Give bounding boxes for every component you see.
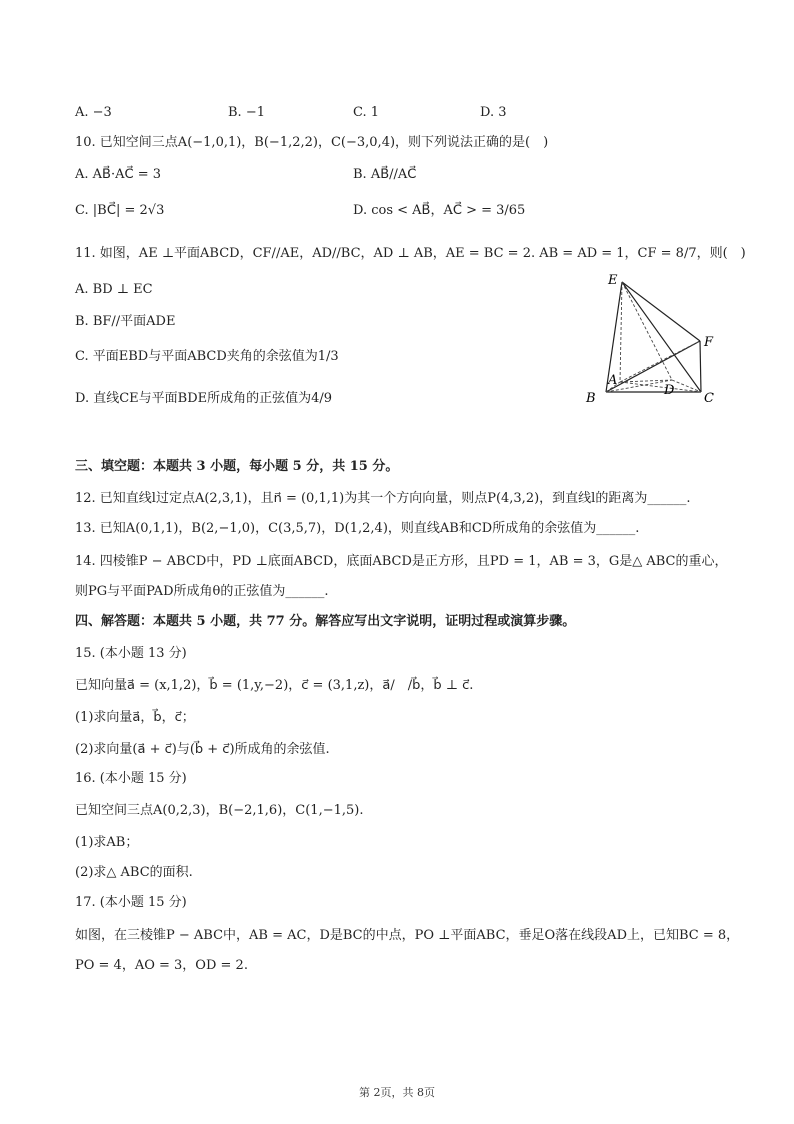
q17-line-2: PO = 4，AO = 3，OD = 2. <box>75 958 248 973</box>
label-c: C <box>704 391 714 406</box>
page-footer: 第 2页，共 8页 <box>359 1086 435 1099</box>
q16-stem: 已知空间三点A(0,2,3)，B(−2,1,6)，C(1,−1,5). <box>75 803 364 818</box>
q16-part-1: (1)求AB； <box>75 835 139 850</box>
q16-header: 16. (本小题 15 分) <box>75 771 187 786</box>
section-3-heading: 三、填空题：本题共 3 小题，每小题 5 分，共 15 分。 <box>75 459 399 474</box>
q11-option-c: C. 平面EBD与平面ABCD夹角的余弦值为1/3 <box>75 349 339 364</box>
q9-option-d: D. 3 <box>480 105 507 120</box>
label-f: F <box>704 335 714 350</box>
q14-line-1: 14. 四棱锥P − ABCD中，PD ⊥底面ABCD，底面ABCD是正方形，且PD = 1，AB = 3，G是△ ABC的重心， <box>75 554 728 569</box>
q13: 13. 已知A(0,1,1)，B(2,−1,0)，C(3,5,7)，D(1,2,4)，则直线AB和CD所成角的余弦值为______. <box>75 521 640 536</box>
q11-option-d: D. 直线CE与平面BDE所成角的正弦值为4/9 <box>75 391 333 406</box>
q9-option-a: A. −3 <box>75 105 112 120</box>
q10-stem: 10. 已知空间三点A(−1,0,1)，B(−1,2,2)，C(−3,0,4)，则下列说法正确的是( ) <box>75 135 549 150</box>
q17-line-1: 如图，在三棱锥P − ABC中，AB = AC，D是BC的中点，PO ⊥平面ABC，垂足O落在线段AD上，已知BC = 8， <box>75 928 740 943</box>
q9-option-b: B. −1 <box>228 105 265 120</box>
q10-option-b: B. AB⃗//AC⃗ <box>353 167 417 182</box>
q9-option-c: C. 1 <box>353 105 380 120</box>
q11-option-a: A. BD ⊥ EC <box>75 282 153 297</box>
q12: 12. 已知直线l过定点A(2,3,1)，且n⃗ = (0,1,1)为其一个方向向量，则点P(4,3,2)，到直线l的距离为______. <box>75 491 691 506</box>
label-a: A <box>608 373 618 388</box>
section-4-heading: 四、解答题：本题共 5 小题，共 77 分。解答应写出文字说明，证明过程或演算步骤。 <box>75 614 576 629</box>
q14-line-2: 则PG与平面PAD所成角θ的正弦值为______. <box>75 584 329 599</box>
label-b: B <box>586 391 596 406</box>
q10-option-d: D. cos < AB⃗，AC⃗ > = 3/65 <box>353 203 526 218</box>
q11-figure <box>580 268 720 410</box>
q10-option-c: C. |BC⃗| = 2√3 <box>75 203 165 218</box>
q16-part-2: (2)求△ ABC的面积. <box>75 865 193 880</box>
q15-part-1: (1)求向量a⃗，b⃗，c⃗； <box>75 710 195 725</box>
q17-header: 17. (本小题 15 分) <box>75 895 187 910</box>
q15-part-2: (2)求向量(a⃗ + c⃗)与(b⃗ + c⃗)所成角的余弦值. <box>75 742 330 757</box>
label-e: E <box>608 273 618 288</box>
q15-header: 15. (本小题 13 分) <box>75 646 187 661</box>
q15-stem: 已知向量a⃗ = (x,1,2)，b⃗ = (1,y,−2)，c⃗ = (3,1,z)，a⃗/ /b⃗，b⃗ ⊥ c⃗. <box>75 678 474 693</box>
q11-option-b: B. BF//平面ADE <box>75 314 176 329</box>
label-d: D <box>664 383 675 398</box>
q11-stem: 11. 如图，AE ⊥平面ABCD，CF//AE，AD//BC，AD ⊥ AB，AE = BC = 2. AB = AD = 1，CF = 8/7，则( ) <box>75 246 746 261</box>
q10-option-a: A. AB⃗·AC⃗ = 3 <box>75 167 161 182</box>
